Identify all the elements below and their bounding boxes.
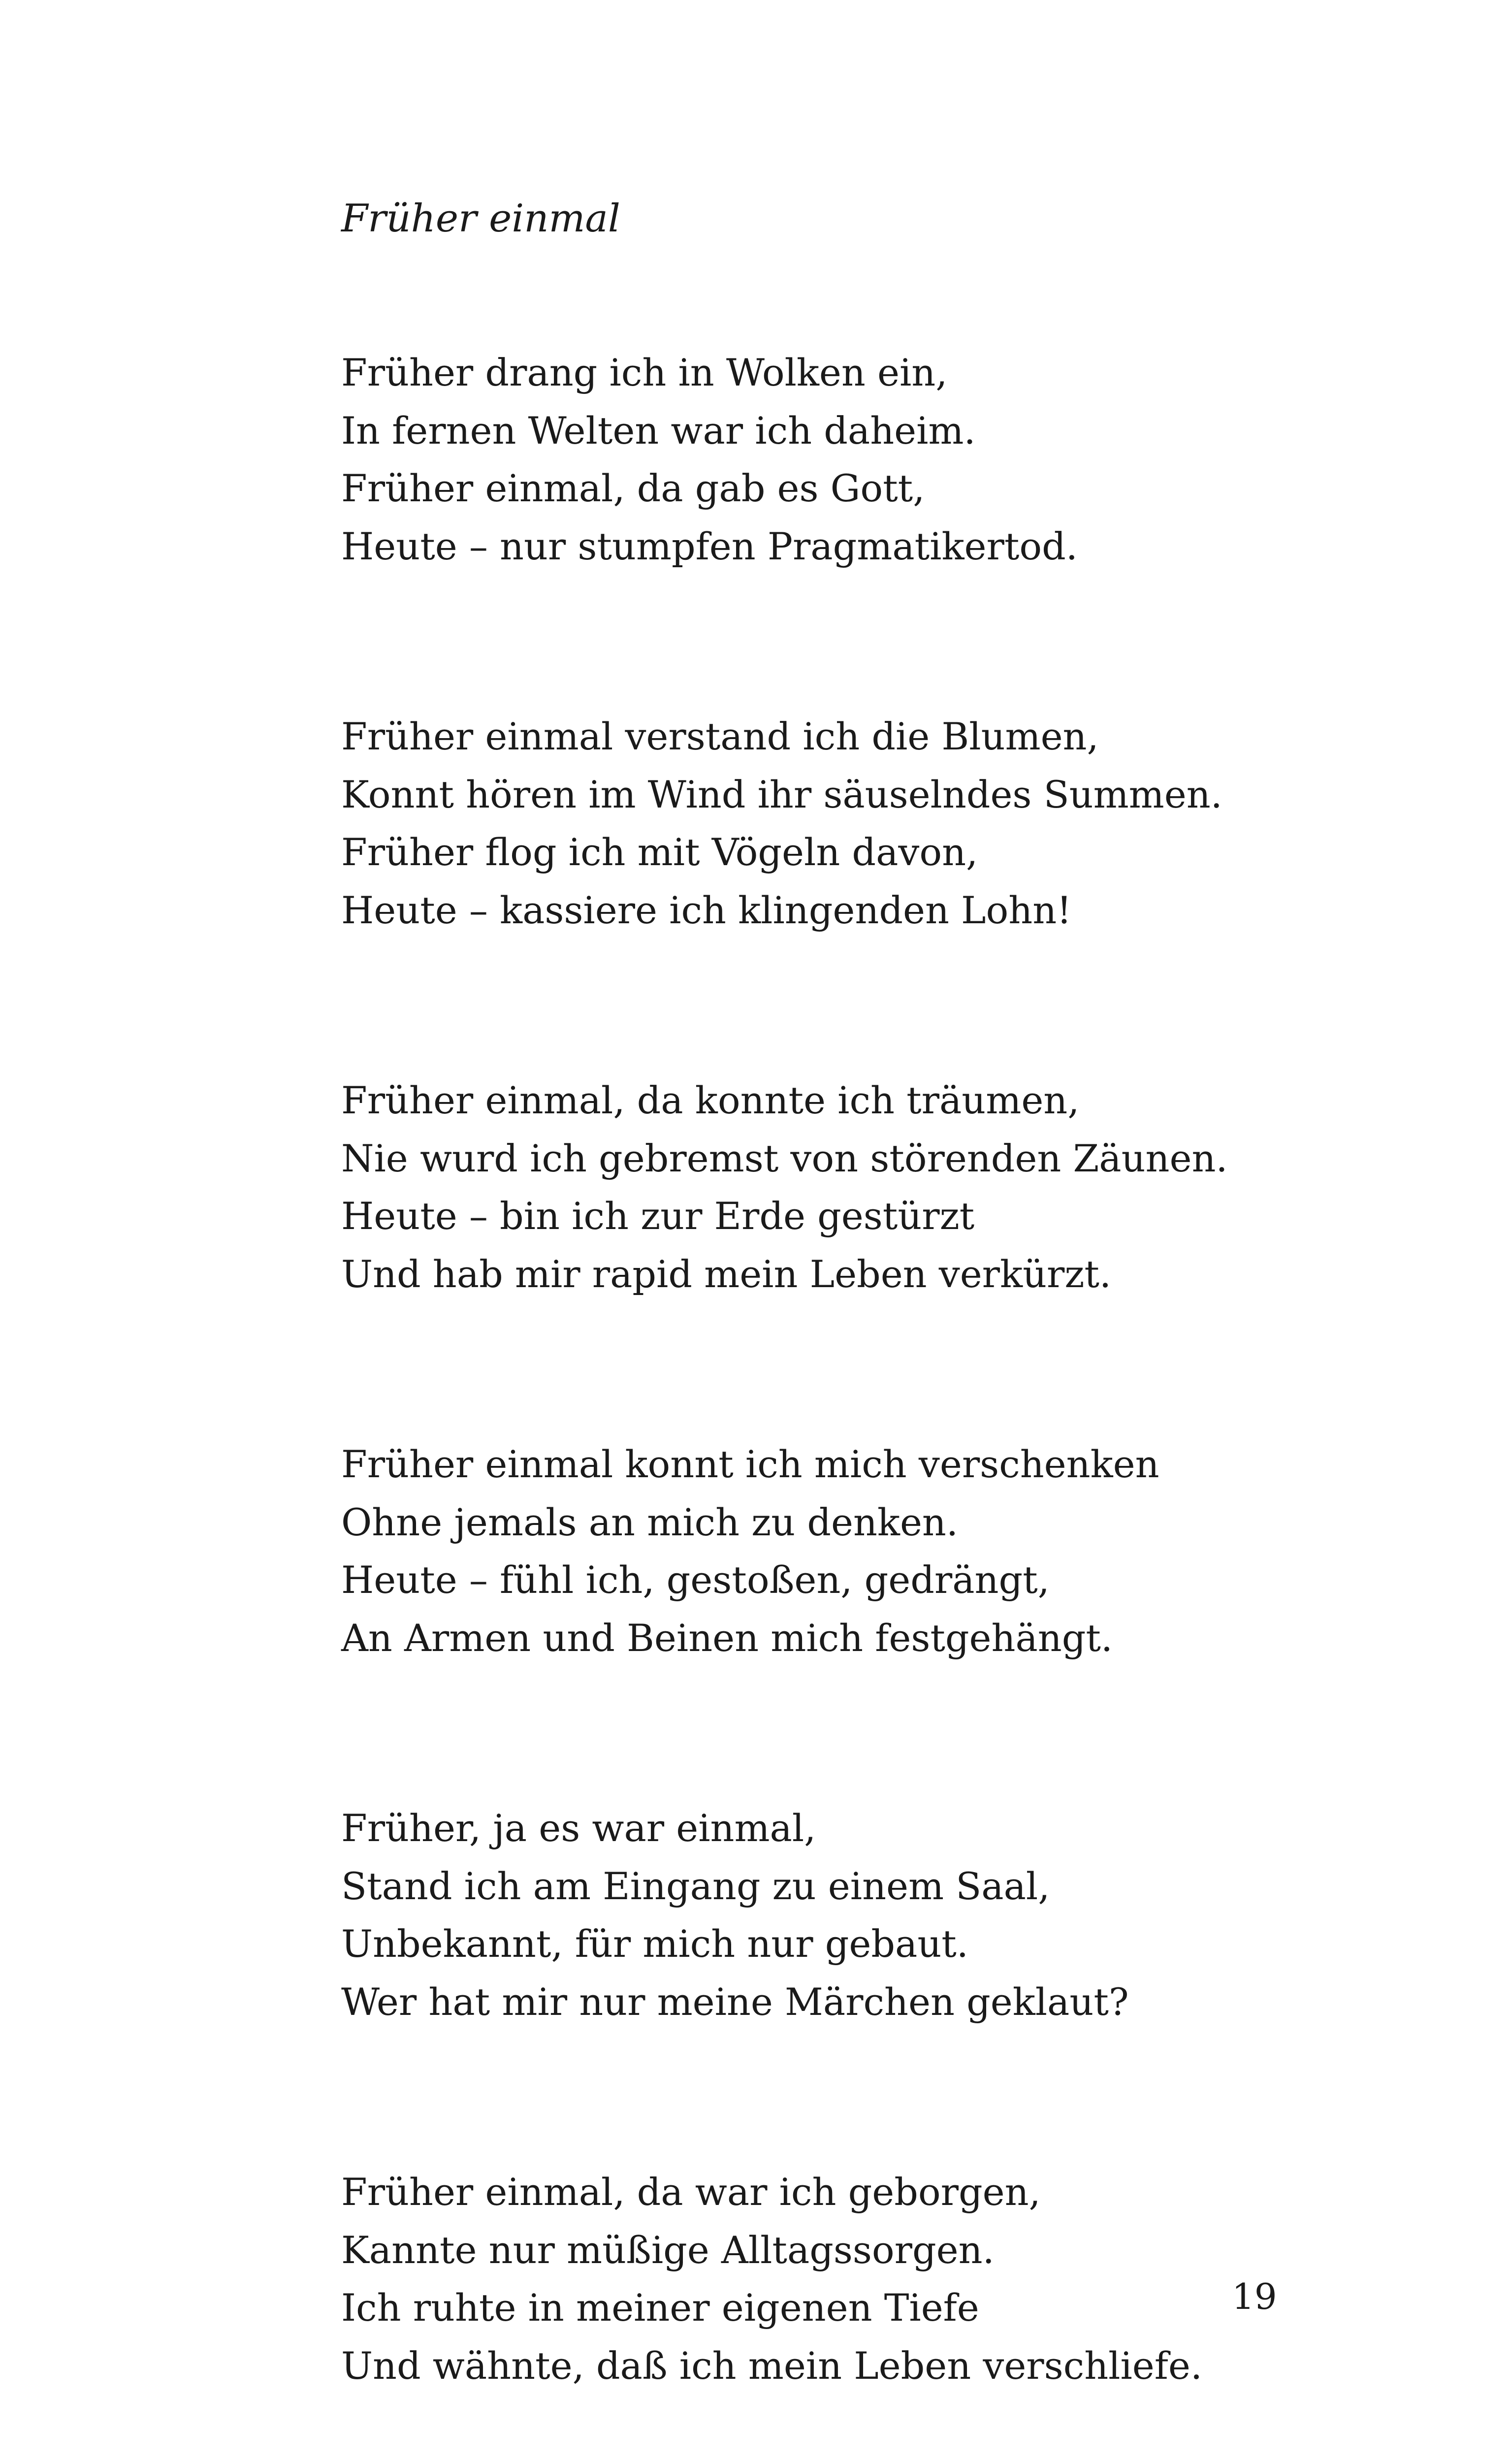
poem-line: Früher einmal, da konnte ich träumen, [341, 1078, 1080, 1122]
poem-line: Früher, ja es war einmal, [341, 1806, 816, 1850]
stanza-4 [341, 1435, 1424, 1667]
poem-line: Heute – kassiere ich klingenden Lohn! [341, 888, 1072, 932]
stanza-3 [341, 1071, 1424, 1303]
poem-line: Konnt hören im Wind ihr säuselndes Summen. [341, 772, 1222, 816]
poem-title: Früher einmal [341, 196, 620, 241]
poem-line: Und wähnte, daß ich mein Leben verschliefe. [341, 2343, 1203, 2388]
poem-line: Früher einmal, da war ich geborgen, [341, 2170, 1041, 2214]
poem-line: Früher einmal verstand ich die Blumen, [341, 714, 1099, 758]
poem-line: Früher drang ich in Wolken ein, [341, 351, 948, 394]
poem-line: Früher flog ich mit Vögeln davon, [341, 830, 978, 874]
poem-line: Und hab mir rapid mein Leben verkürzt. [341, 1252, 1112, 1296]
poem-line: Nie wurd ich gebremst von störenden Zäunen. [341, 1136, 1228, 1180]
poem-line: Kannte nur müßige Alltagssorgen. [341, 2228, 995, 2272]
poem-line: In fernen Welten war ich daheim. [341, 408, 976, 453]
poem-line: An Armen und Beinen mich festgehängt. [341, 1616, 1113, 1660]
poem-line: Ich ruhte in meiner eigenen Tiefe [341, 2286, 979, 2330]
stanza-5 [341, 1799, 1424, 2031]
poem-line: Unbekannt, für mich nur gebaut. [341, 1922, 968, 1966]
poem-line: Heute – bin ich zur Erde gestürzt [341, 1194, 975, 1238]
poem-line: Früher einmal, da gab es Gott, [341, 466, 925, 510]
poem-line: Wer hat mir nur meine Märchen geklaut? [341, 1979, 1129, 2024]
page-number: 19 [1232, 2276, 1277, 2317]
poem-line: Stand ich am Eingang zu einem Saal, [341, 1864, 1050, 1908]
poem-line: Früher einmal konnt ich mich verschenken [341, 1442, 1159, 1486]
poem-line: Heute – fühl ich, gestoßen, gedrängt, [341, 1558, 1050, 1602]
poem-line: Heute – nur stumpfen Pragmatikertod. [341, 524, 1078, 568]
poem-line: Ohne jemals an mich zu denken. [341, 1500, 959, 1544]
stanza-1 [341, 344, 1424, 575]
poem-body [341, 344, 1424, 2462]
stanza-2 [341, 708, 1424, 939]
